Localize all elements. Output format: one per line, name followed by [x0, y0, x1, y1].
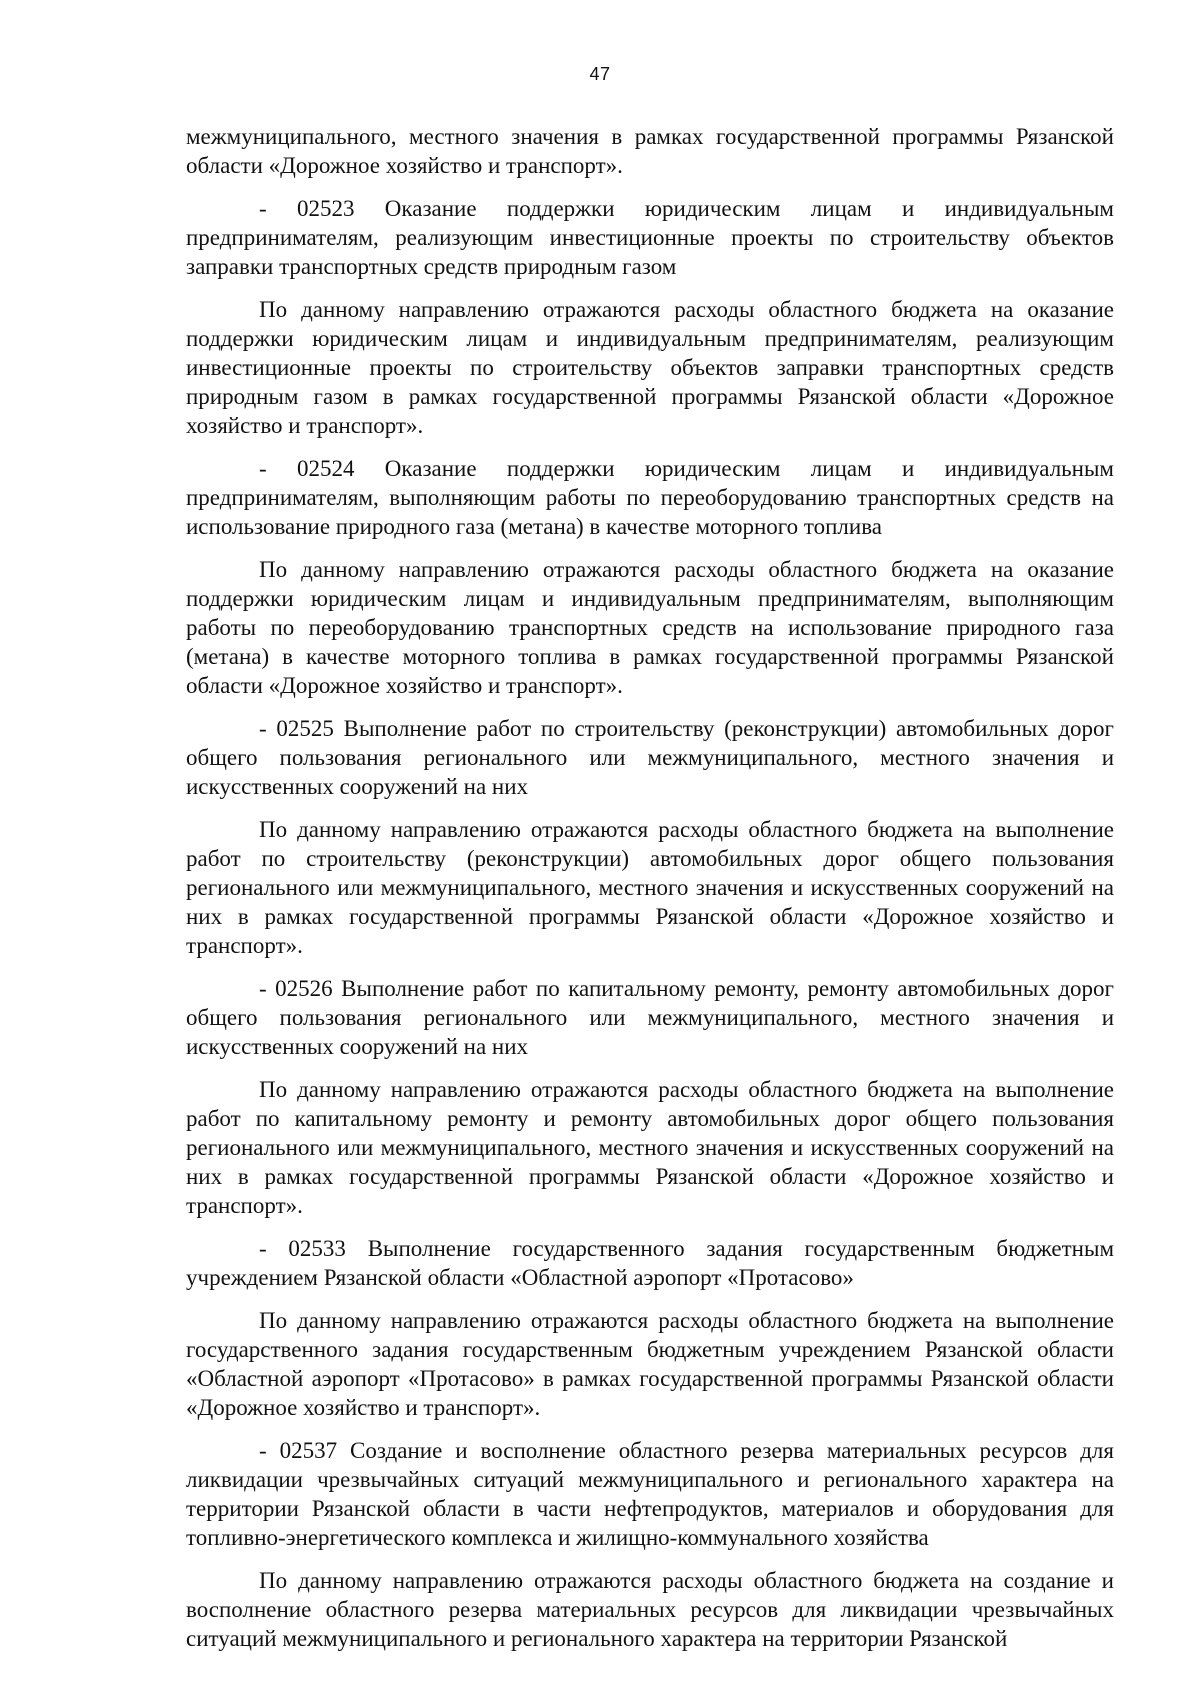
item-02526-heading: - 02526 Выполнение работ по капитальному ремонту, ремонту автомобильных дорог общего пользования регионального или межмуниципального, местного значения и искусственных сооружений на них — [186, 976, 1114, 1059]
item-02537-description: По данному направлению отражаются расходы областного бюджета на создание и восполнение областного резерва материальных ресурсов для ликвидации чрезвычайных ситуаций межмуниципального и регионального характера на территории Рязанской — [186, 1568, 1114, 1651]
item-02523-description: По данному направлению отражаются расходы областного бюджета на оказание поддержки юридическим лицам и индивидуальным предпринимателям, реализующим инвестиционные проекты по строительству объектов заправки транспортных средств природным газом в рамках государственной программы Рязанской области «Дорожное хозяйство и транспорт». — [186, 297, 1114, 438]
item-02533-description: По данному направлению отражаются расходы областного бюджета на выполнение государственного задания государственным бюджетным учреждением Рязанской области «Областной аэропорт «Протасово» в рамках государственной программы Рязанской области «Дорожное хозяйство и транспорт». — [186, 1308, 1114, 1420]
item-02524-heading: - 02524 Оказание поддержки юридическим лицам и индивидуальным предпринимателям, выполняющим работы по переоборудованию транспортных средств на использование природного газа (метана) в качестве моторного топлива — [186, 456, 1114, 539]
item-02525-description: По данному направлению отражаются расходы областного бюджета на выполнение работ по строительству (реконструкции) автомобильных дорог общего пользования регионального или межмуниципального, местного значения и искусственных сооружений на них в рамках государственной программы Рязанской области «Дорожное хозяйство и транспорт». — [186, 817, 1114, 958]
page-number: 47 — [589, 64, 611, 84]
item-02526-description: По данному направлению отражаются расходы областного бюджета на выполнение работ по капитальному ремонту и ремонту автомобильных дорог общего пользования регионального или межмуниципального, местного значения и искусственных сооружений на них в рамках государственной программы Рязанской области «Дорожное хозяйство и транспорт». — [186, 1077, 1114, 1218]
item-02524-description: По данному направлению отражаются расходы областного бюджета на оказание поддержки юридическим лицам и индивидуальным предпринимателям, выполняющим работы по переоборудованию транспортных средств на использование природного газа (метана) в качестве моторного топлива в рамках государственной программы Рязанской области «Дорожное хозяйство и транспорт». — [186, 557, 1114, 698]
item-02523-heading: - 02523 Оказание поддержки юридическим лицам и индивидуальным предпринимателям, реализующим инвестиционные проекты по строительству объектов заправки транспортных средств природным газом — [186, 196, 1114, 279]
item-02525-heading: - 02525 Выполнение работ по строительству (реконструкции) автомобильных дорог общего пользования регионального или межмуниципального, местного значения и искусственных сооружений на них — [186, 716, 1114, 799]
item-02533-heading: - 02533 Выполнение государственного задания государственным бюджетным учреждением Рязанской области «Областной аэропорт «Протасово» — [186, 1236, 1114, 1290]
document-body — [186, 122, 1114, 1667]
paragraph-continuation: межмуниципального, местного значения в рамках государственной программы Рязанской области «Дорожное хозяйство и транспорт». — [186, 124, 1114, 178]
item-02537-heading: - 02537 Создание и восполнение областного резерва материальных ресурсов для ликвидации чрезвычайных ситуаций межмуниципального и регионального характера на территории Рязанской области в части нефтепродуктов, материалов и оборудования для топливно-энергетического комплекса и жилищно-коммунального хозяйства — [186, 1438, 1114, 1550]
